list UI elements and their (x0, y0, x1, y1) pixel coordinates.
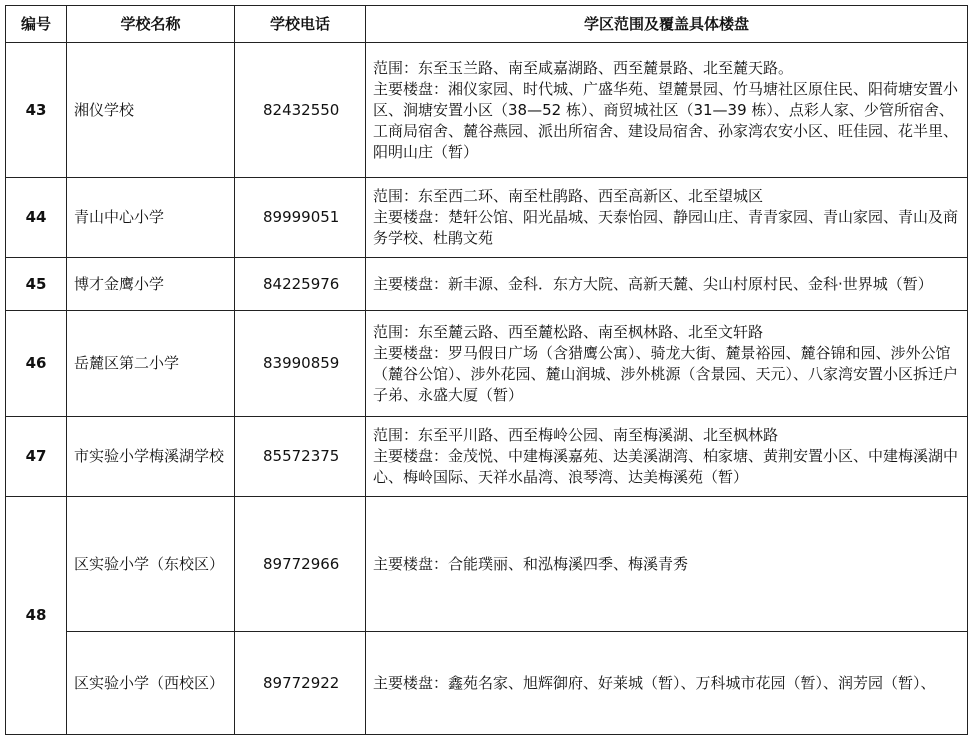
school-phone: 84225976 (235, 258, 366, 311)
school-phone: 89772922 (235, 632, 366, 735)
school-name: 区实验小学（东校区） (67, 497, 235, 632)
district-estates: 主要楼盘：鑫苑名家、旭辉御府、好莱城（暂）、万科城市花园（暂）、润芳园（暂）、 (373, 673, 936, 692)
district-area (366, 43, 968, 178)
header-row (6, 6, 968, 43)
row-id: 45 (6, 258, 67, 311)
header-school: 学校名称 (67, 6, 235, 43)
table-row (6, 178, 968, 258)
school-phone: 85572375 (235, 417, 366, 497)
district-area (366, 311, 968, 417)
row-id: 48 (6, 497, 67, 735)
table-row (6, 632, 968, 735)
school-phone: 83990859 (235, 311, 366, 417)
school-name: 市实验小学梅溪湖学校 (67, 417, 235, 497)
district-estates: 主要楼盘：金茂悦、中建梅溪嘉苑、达美溪湖湾、柏家塘、黄荆安置小区、中建梅溪湖中心、梅岭国际、天祥水晶湾、浪琴湾、达美梅溪苑（暂） (373, 447, 959, 486)
row-id: 46 (6, 311, 67, 417)
row-id: 47 (6, 417, 67, 497)
district-area (366, 497, 968, 632)
school-district-table (5, 5, 968, 735)
district-estates: 主要楼盘：合能璞丽、和泓梅溪四季、梅溪青秀 (373, 554, 689, 573)
district-area (366, 417, 968, 497)
district-area (366, 258, 968, 311)
header-phone: 学校电话 (235, 6, 366, 43)
header-id: 编号 (6, 6, 67, 43)
table-row (6, 43, 968, 178)
district-estates: 主要楼盘：楚轩公馆、阳光晶城、天泰怡园、静园山庄、青青家园、青山家园、青山及商务学校、杜鹃文苑 (373, 208, 959, 247)
school-name: 湘仪学校 (67, 43, 235, 178)
district-scope: 范围：东至麓云路、西至麓松路、南至枫林路、北至文轩路 (373, 322, 764, 341)
school-name: 青山中心小学 (67, 178, 235, 258)
school-name: 博才金鹰小学 (67, 258, 235, 311)
district-scope: 范围：东至西二环、南至杜鹃路、西至高新区、北至望城区 (373, 187, 764, 205)
district-scope: 范围：东至玉兰路、南至咸嘉湖路、西至麓景路、北至麓天路。 (373, 58, 794, 77)
district-estates: 主要楼盘：湘仪家园、时代城、广盛华苑、望麓景园、竹马塘社区原住民、阳荷塘安置小区、涧塘安置小区（38—52 栋）、商贸城社区（31—39 栋）、点彩人家、少管所宿舍、工商局宿舍、麓谷燕园、派出所宿舍、建设局宿舍、孙家湾农安小区、旺佳园、花半里、阳明山庄（暂） (373, 79, 959, 161)
row-id: 43 (6, 43, 67, 178)
row-id: 44 (6, 178, 67, 258)
table-row (6, 417, 968, 497)
district-estates: 主要楼盘：罗马假日广场（含猎鹰公寓）、骑龙大街、麓景裕园、麓谷锦和园、涉外公馆（麓谷公馆）、涉外花园、麓山润城、涉外桃源（含景园、天元）、八家湾安置小区拆迁户子弟、永盛大厦（暂） (373, 343, 959, 404)
table-row (6, 311, 968, 417)
district-estates: 主要楼盘：新丰源、金科．东方大院、高新天麓、尖山村原村民、金科·世界城（暂） (373, 274, 933, 293)
school-name: 区实验小学（西校区） (67, 632, 235, 735)
table-row (6, 258, 968, 311)
school-phone: 82432550 (235, 43, 366, 178)
school-name: 岳麓区第二小学 (67, 311, 235, 417)
table-row (6, 497, 968, 632)
district-scope: 范围：东至平川路、西至梅岭公园、南至梅溪湖、北至枫林路 (373, 426, 779, 444)
header-area: 学区范围及覆盖具体楼盘 (366, 6, 968, 43)
district-area (366, 178, 968, 258)
school-phone: 89772966 (235, 497, 366, 632)
school-phone: 89999051 (235, 178, 366, 258)
district-area (366, 632, 968, 735)
